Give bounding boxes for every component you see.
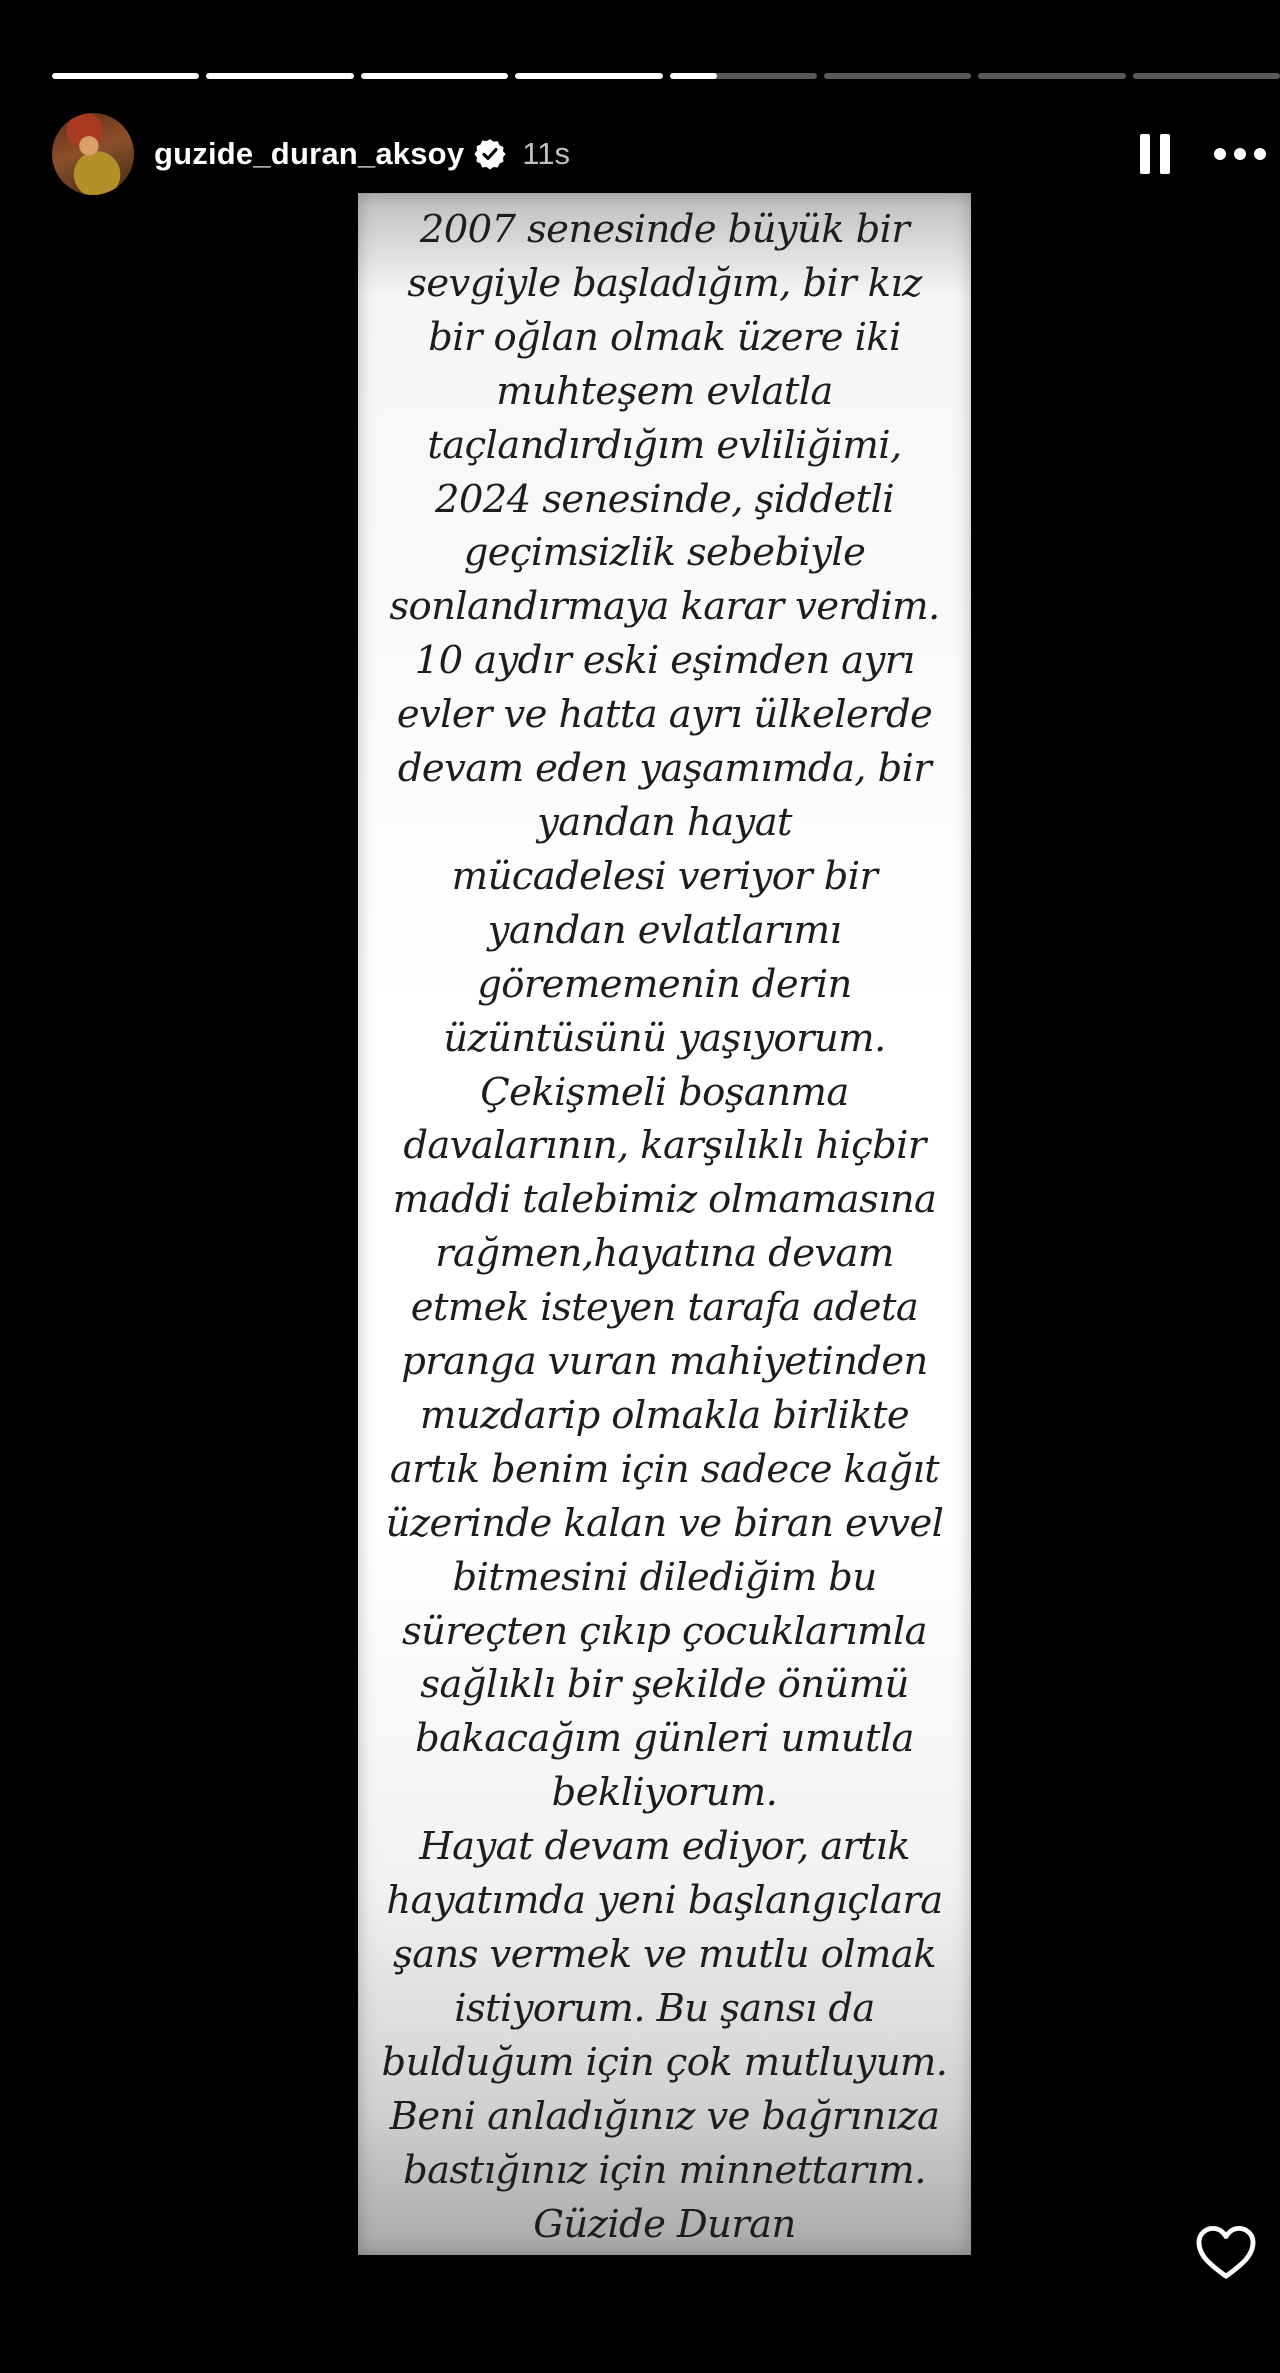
story-text-line: bulduğum için çok mutluyum. [381, 2039, 948, 2085]
story-text-line: hayatımda yeni başlangıçlara [386, 1878, 943, 1924]
story-text-line: etmek isteyen tarafa adeta [410, 1285, 919, 1331]
story-text-line: bekliyorum. [551, 1770, 778, 1816]
story-text-line: davalarının, karşılıklı hiçbir [403, 1123, 926, 1169]
story-text-line: muhteşem evlatla [496, 368, 833, 414]
story-time: 11s [522, 136, 570, 171]
story-text-line: maddi talebimiz olmamasına [392, 1177, 937, 1223]
story-text-line: artık benim için sadece kağıt [389, 1446, 940, 1492]
progress-segment [515, 73, 662, 79]
story-card [358, 193, 971, 2255]
header-controls [1140, 134, 1270, 174]
story-text-line: yandan hayat [537, 799, 792, 845]
story-text-line: taçlandırdığım evliliğimi, [427, 422, 902, 468]
story-text-line: bastığınız için minnettarım. [403, 2147, 926, 2193]
story-text-line: üzerinde kalan ve biran evvel [385, 1500, 944, 1546]
progress-segment-fill [670, 73, 717, 79]
story-text-line: muzdarip olmakla birlikte [419, 1392, 910, 1438]
story-text-line: evler ve hatta ayrı ülkelerde [396, 692, 933, 738]
story-text-line: bitmesini dilediğim bu [452, 1554, 877, 1600]
progress-segment [824, 73, 971, 79]
progress-segment-fill [515, 73, 662, 79]
story-text-line: sonlandırmaya karar verdim. [389, 584, 940, 630]
story-text-line: Güzide Duran [533, 2201, 796, 2247]
progress-segment-fill [52, 73, 199, 79]
story-text-line: sevgiyle başladığım, bir kız [407, 260, 922, 306]
progress-segment [978, 73, 1125, 79]
progress-segment [361, 73, 508, 79]
story-text-line: 10 aydır eski eşimden ayrı [414, 638, 915, 684]
story-text-line: pranga vuran mahiyetinden [401, 1339, 928, 1385]
story-text-line: sağlıklı bir şekilde önümü [420, 1662, 909, 1708]
story-text-line: şans vermek ve mutlu olmak [393, 1932, 936, 1977]
story-text-line: Hayat devam ediyor, artık [419, 1824, 910, 1870]
story-text-line: rağmen,hayatına devam [435, 1231, 894, 1277]
story-text-line: 2024 senesinde, şiddetli [435, 476, 894, 522]
pause-icon[interactable] [1140, 134, 1170, 174]
story-progress-bar [52, 73, 1280, 79]
story-header [52, 112, 1270, 196]
story-text-line: üzüntüsünü yaşıyorum. [443, 1015, 886, 1061]
progress-segment [670, 73, 817, 79]
story-text-line: geçimsizlik sebebiyle [463, 530, 866, 576]
story-text-line: devam eden yaşamımda, bir [397, 746, 932, 792]
story-text [365, 203, 965, 2255]
more-options-icon[interactable] [1214, 147, 1266, 161]
story-text-line: istiyorum. Bu şansı da [454, 1985, 875, 2031]
progress-segment [206, 73, 353, 79]
username[interactable]: guzide_duran_aksoy [154, 136, 465, 171]
progress-segment [52, 73, 199, 79]
story-text-line: Beni anladığınız ve bağrınıza [389, 2093, 940, 2139]
story-text-line: bakacağım günleri umutla [415, 1716, 914, 1762]
progress-segment-fill [206, 73, 353, 79]
progress-segment-fill [361, 73, 508, 79]
story-text-line: bir oğlan olmak üzere iki [428, 314, 901, 360]
story-text-line: Çekişmeli boşanma [480, 1069, 849, 1115]
heart-icon[interactable] [1195, 2225, 1257, 2281]
story-text-line: 2007 senesinde büyük bir [419, 207, 910, 252]
story-text-line: yandan evlatlarımı [487, 907, 842, 953]
story-text-line: görememenin derin [477, 961, 852, 1007]
avatar[interactable] [52, 113, 134, 195]
story-text-line: süreçten çıkıp çocuklarımla [402, 1608, 927, 1654]
progress-segment [1133, 73, 1280, 79]
story-text-line: mücadelesi veriyor bir [451, 853, 878, 899]
verified-badge-icon [474, 138, 506, 170]
